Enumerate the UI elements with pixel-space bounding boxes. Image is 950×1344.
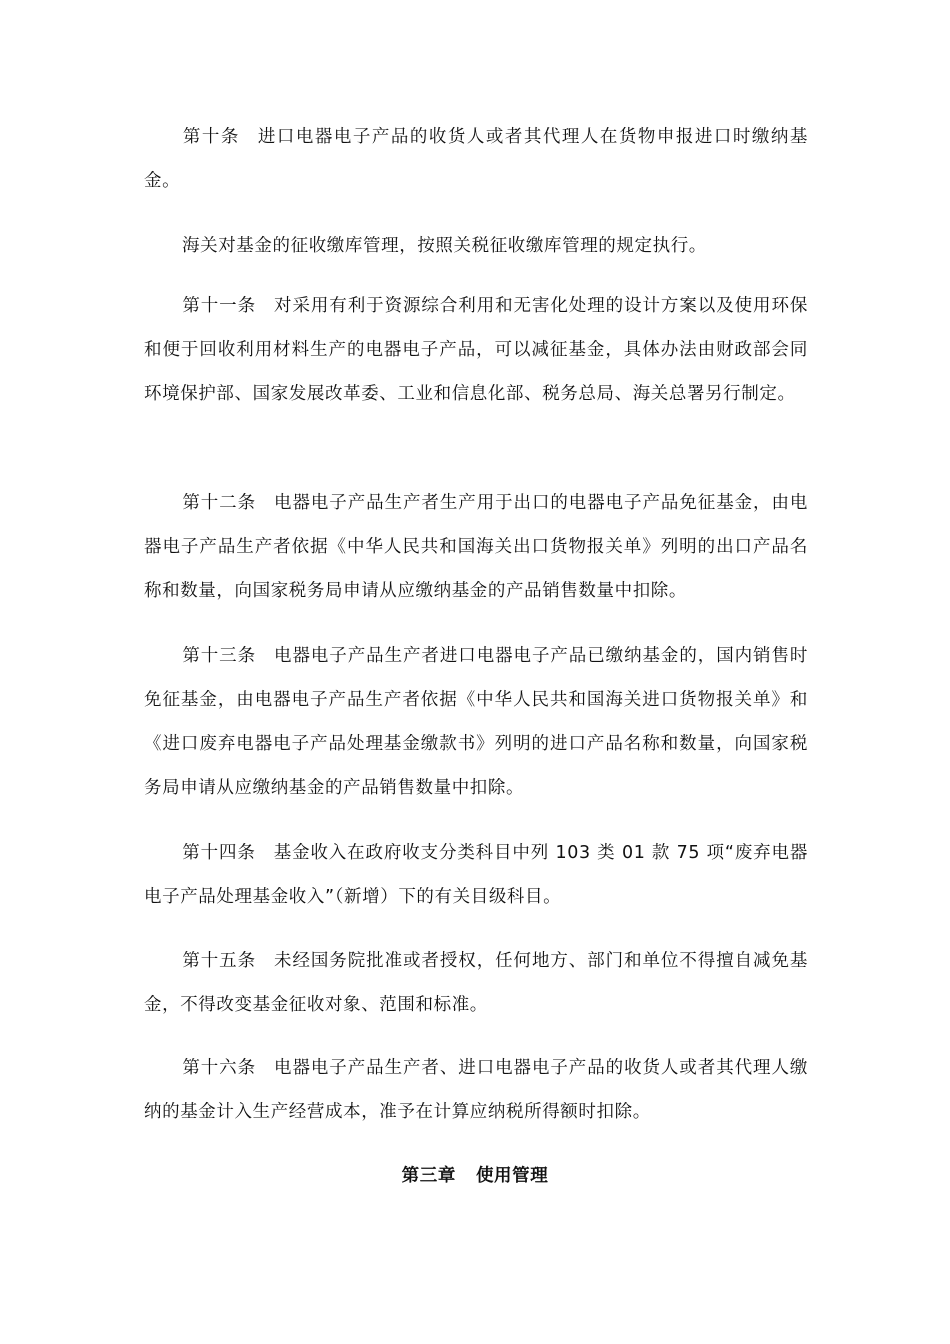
article-14 — [144, 831, 808, 919]
article-number: 第十五条 — [182, 951, 257, 971]
article-number: 第十二条 — [182, 493, 257, 513]
article-10-paragraph-2 — [144, 224, 808, 268]
article-number: 第十六条 — [182, 1058, 257, 1078]
article-number: 第十一条 — [182, 296, 257, 316]
article-13 — [144, 634, 808, 810]
article-text: 电器电子产品生产者进口电器电子产品已缴纳基金的，国内销售时免征基金，由电器电子产品生产者依据《中华人民共和国海关进口货物报关单》和《进口废弃电器电子产品处理基金缴款书》列明的进口产品名称和数量，向国家税务局申请从应缴纳基金的产品销售数量中扣除。 — [144, 646, 808, 798]
article-text: 基金收入在政府收支分类科目中列 103 类 01 款 75 项“废弃电器电子产品处理基金收入”（新增）下的有关目级科目。 — [144, 843, 809, 907]
article-text: 海关对基金的征收缴库管理，按照关税征收缴库管理的规定执行。 — [182, 236, 707, 256]
article-10 — [144, 115, 808, 203]
chapter-heading — [0, 1154, 950, 1198]
article-text: 进口电器电子产品的收货人或者其代理人在货物申报进口时缴纳基金。 — [144, 127, 808, 191]
article-16 — [144, 1046, 808, 1134]
article-text: 电器电子产品生产者生产用于出口的电器电子产品免征基金，由电器电子产品生产者依据《中华人民共和国海关出口货物报关单》列明的出口产品名称和数量，向国家税务局申请从应缴纳基金的产品销售数量中扣除。 — [144, 493, 808, 601]
article-12 — [144, 481, 808, 613]
article-text: 电器电子产品生产者、进口电器电子产品的收货人或者其代理人缴纳的基金计入生产经营成本，准予在计算应纳税所得额时扣除。 — [144, 1058, 808, 1122]
article-text: 未经国务院批准或者授权，任何地方、部门和单位不得擅自减免基金，不得改变基金征收对象、范围和标准。 — [144, 951, 808, 1015]
article-15 — [144, 939, 808, 1027]
article-text: 对采用有利于资源综合利用和无害化处理的设计方案以及使用环保和便于回收利用材料生产的电器电子产品，可以减征基金，具体办法由财政部会同环境保护部、国家发展改革委、工业和信息化部、税务总局、海关总署另行制定。 — [144, 296, 808, 404]
article-number: 第十条 — [182, 127, 240, 147]
article-11 — [144, 284, 808, 416]
article-number: 第十三条 — [182, 646, 257, 666]
article-number: 第十四条 — [182, 843, 256, 863]
chapter-title: 使用管理 — [475, 1166, 549, 1186]
chapter-number: 第三章 — [401, 1166, 456, 1186]
